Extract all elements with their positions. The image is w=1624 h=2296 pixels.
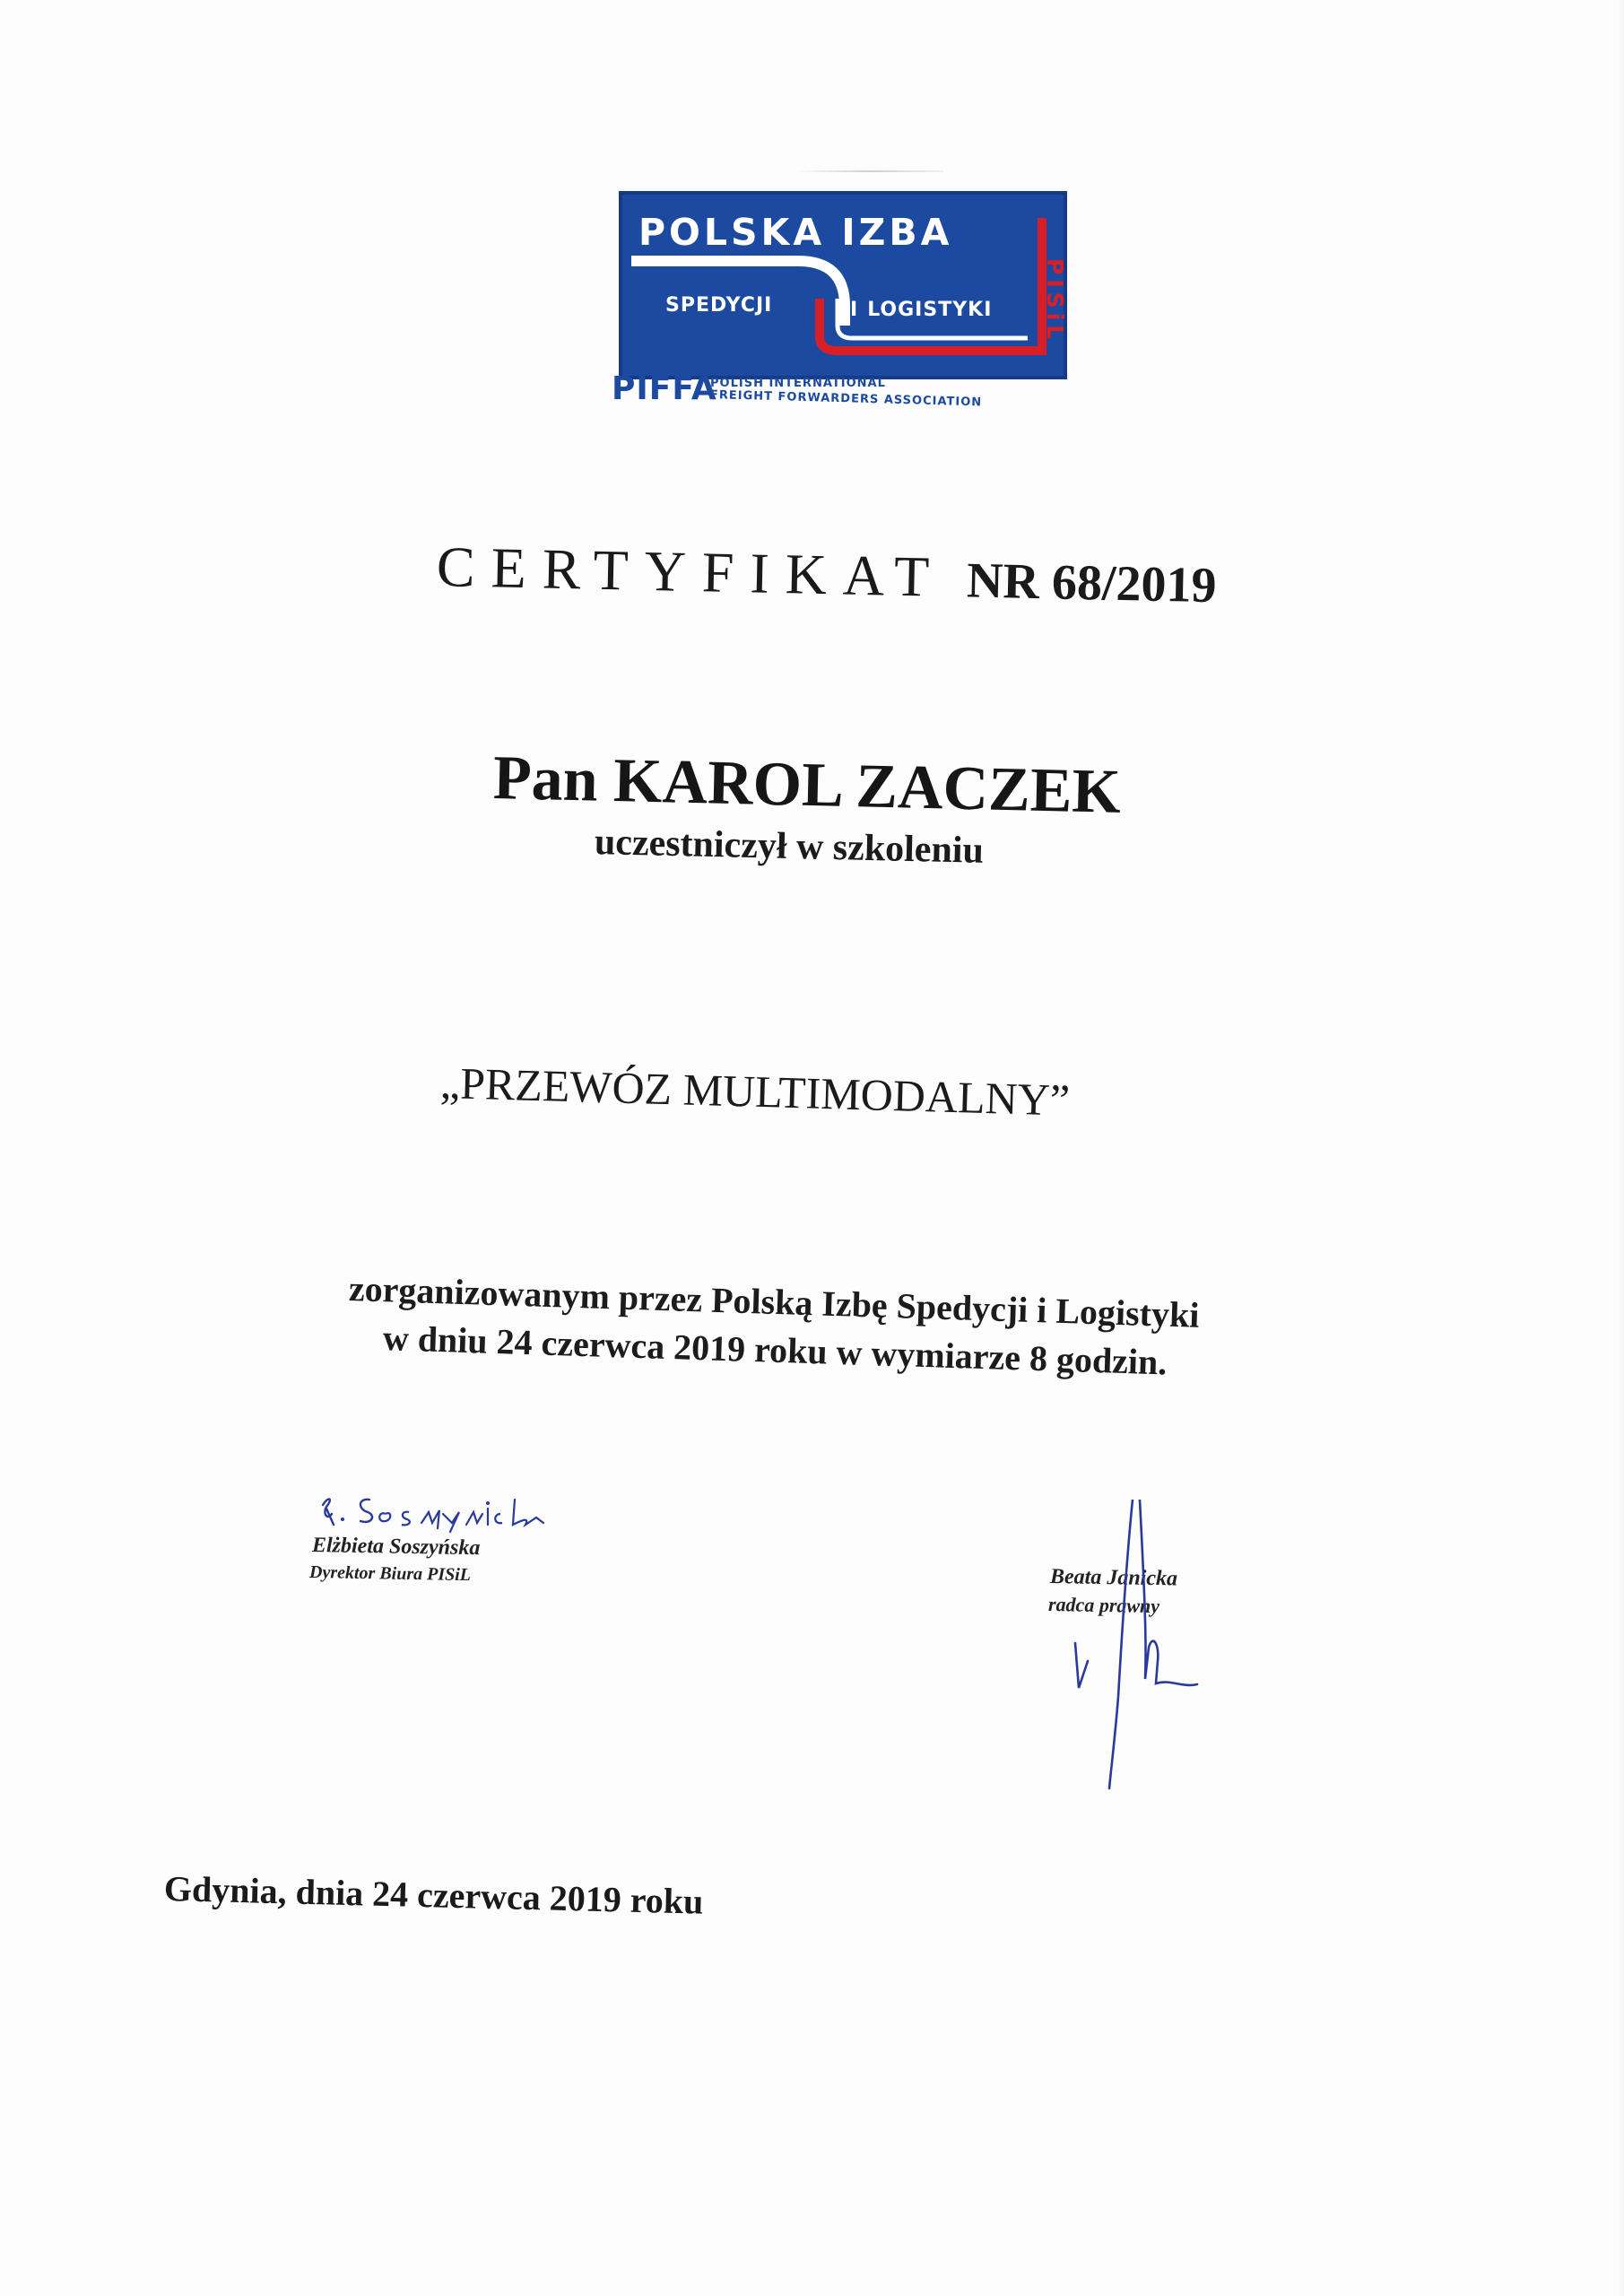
certificate-word: CERTYFIKAT [436, 535, 946, 609]
left-handwritten-signature [316, 1487, 567, 1534]
place-and-date: Gdynia, dnia 24 czerwca 2019 roku [163, 1868, 704, 1922]
logo-right-word: LOGISTYKI [867, 299, 993, 321]
logo-piffa: PIFFA [612, 370, 717, 407]
scan-shadow [1619, 0, 1624, 2296]
course-title: „PRZEWÓZ MULTIMODALNY” [439, 1057, 1071, 1126]
logo-top-text: POLSKA IZBA [638, 211, 953, 254]
left-signatory-name: Elżbieta Soszyńska [311, 1534, 481, 1561]
logo-vertical-text: PISiL [1042, 258, 1068, 344]
left-signatory-role: Dyrektor Biura PISiL [308, 1562, 472, 1586]
participation-text: uczestniczył w szkoleniu [594, 822, 985, 872]
pisil-logo [612, 191, 1068, 424]
right-signatory-role: radca prawny [1047, 1593, 1160, 1618]
organizer-line-2: w dniu 24 czerwca 2019 roku w wymiarze 8 godzin. [382, 1318, 1168, 1383]
logo-left-text: SPEDYCJI [665, 294, 773, 317]
organizer-line-1: zorganizowanym przez Polską Izbę Spedycji i Logistyki [348, 1268, 1201, 1335]
certificate-number: NR 68/2019 [966, 552, 1218, 614]
recipient-name: Pan KAROL ZACZEK [492, 744, 1122, 827]
logo-middle-letter: I [850, 299, 859, 321]
right-signatory-name: Beata Janicka [1049, 1565, 1178, 1591]
certificate-title [436, 534, 1217, 616]
logo-assoc-line1: POLISH INTERNATIONAL [710, 377, 886, 390]
right-handwritten-signature [1063, 1500, 1242, 1796]
logo-assoc-line2: FREIGHT FORWARDERS ASSOCIATION [709, 388, 983, 410]
logo-association-name [709, 377, 983, 410]
logo-right-text [850, 299, 992, 321]
scan-artifact [795, 170, 943, 172]
